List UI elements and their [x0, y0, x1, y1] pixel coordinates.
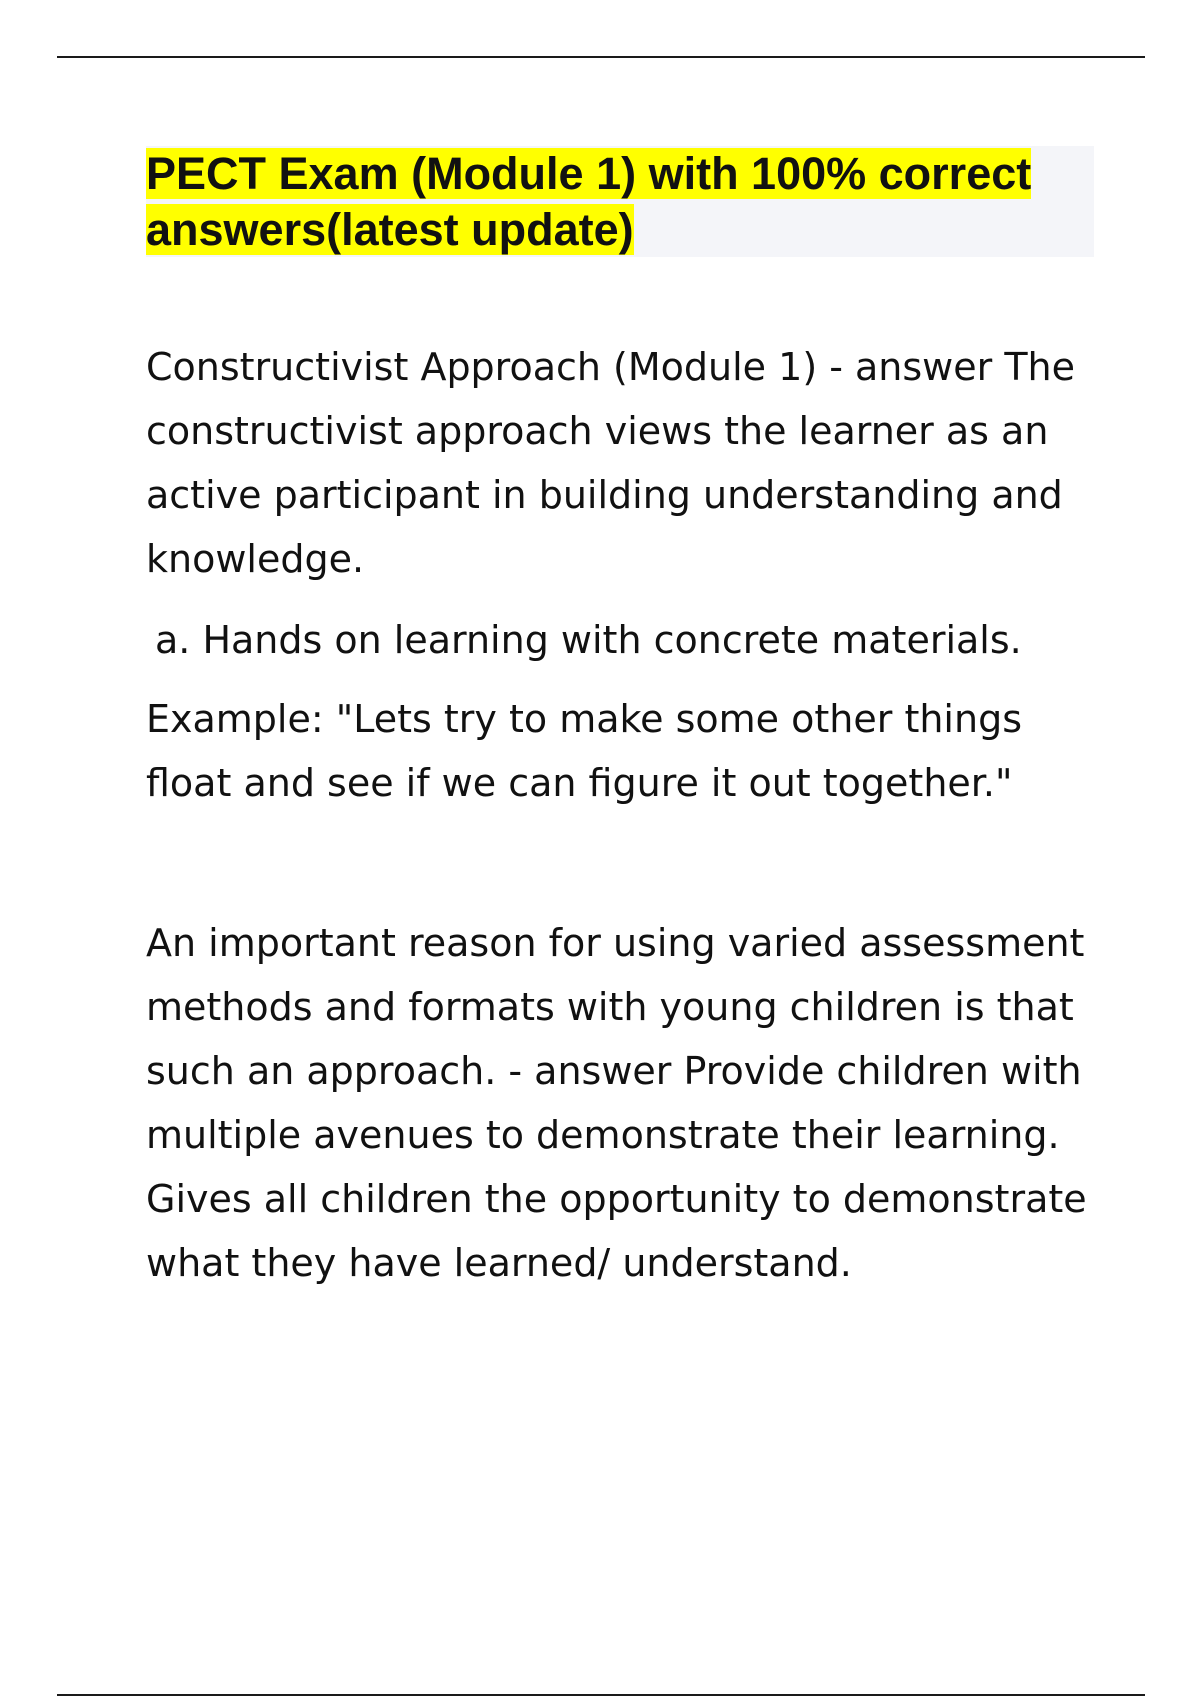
title-block: [146, 146, 1094, 257]
question-1-example: Example: "Lets try to make some other things float and see if we can figure it out together.": [146, 697, 1022, 805]
question-1-item-a: a. Hands on learning with concrete materials.: [155, 618, 1022, 662]
question-1-text: Constructivist Approach (Module 1) - answer The constructivist approach views the learner as an active participant in building understanding and knowledge.: [146, 345, 1076, 581]
title-highlight: PECT Exam (Module 1) with 100% correct answers(latest update): [146, 148, 1032, 255]
top-divider: [57, 56, 1145, 58]
question-2-text: An important reason for using varied assessment methods and formats with young children is that such an approach. - answer Provide children with multiple avenues to demonstrate their learning. Gives all children the opportunity to demonstrate what they have learned/ understand.: [146, 921, 1087, 1285]
bottom-divider: [57, 1694, 1145, 1696]
document-title: [146, 146, 1094, 258]
